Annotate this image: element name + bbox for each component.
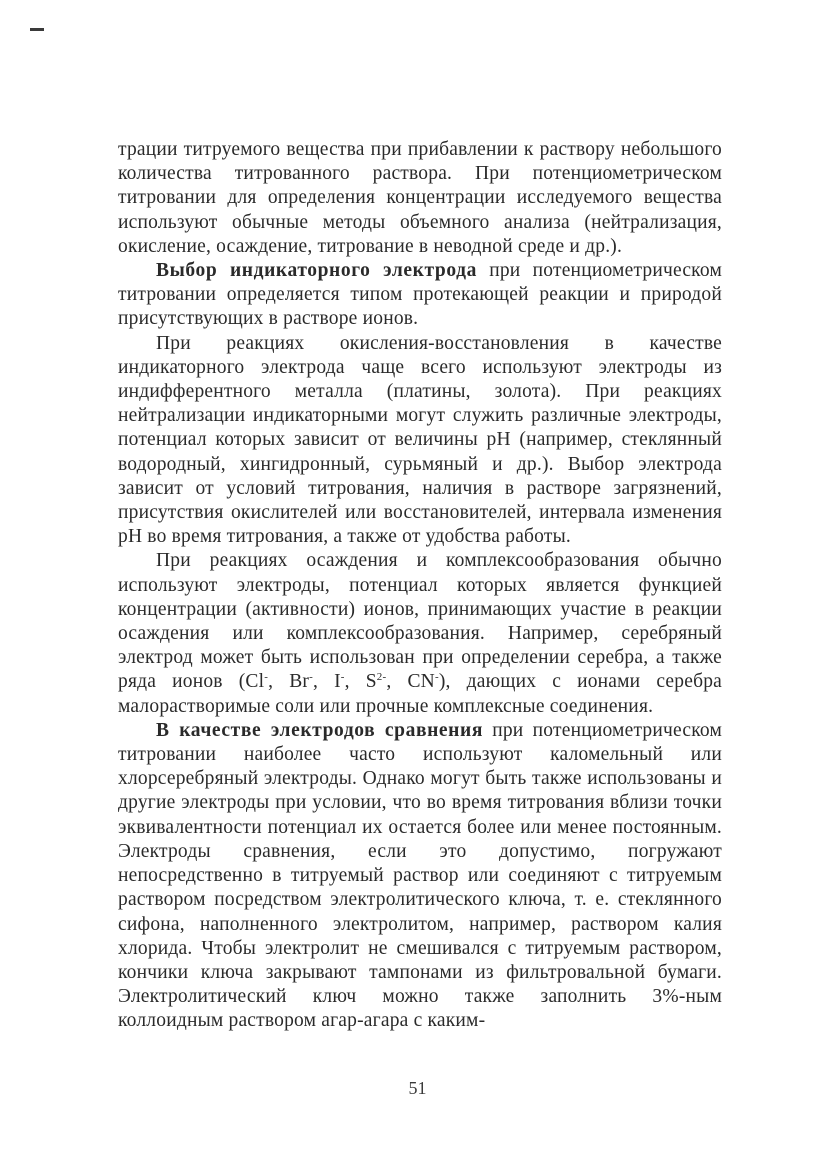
ion-charge-cl: - xyxy=(264,671,269,684)
paragraph-1: трации титруемого вещества при прибавлении к раствору небольшого количества титрованного раствора. При потенциометрическом титровании для определения концентрации исследуемого вещества используют обычные методы объемного анализа (нейтрализация, окисление, осаждение, титрование в неводной среде и др.). xyxy=(118,139,722,257)
ion-charge-s: 2- xyxy=(376,671,387,684)
paragraph-4-text-e: , CN xyxy=(386,671,435,693)
paragraph-2-text: при потенциометрическом титровании определяется типом протекающей реакции и природой присутствующих в растворе ионов. xyxy=(118,260,722,330)
page-number: 51 xyxy=(408,1078,427,1098)
paragraph-5-heading: В качестве электродов сравнения xyxy=(156,719,483,741)
ion-charge-i: - xyxy=(340,671,345,684)
ion-charge-br: - xyxy=(309,671,313,684)
paragraph-5-text: при потенциометрическом титровании наиболее часто используют каломельный или хлорсеребряный электроды. Однако могут быть также использованы и другие электроды при условии, что во время титрования вблизи точки эквивалентности потенциал их остается более или менее постоянным. Электроды сравнения, если это допустимо, погружают непосредственно в титруемый раствор или соединяют с титруемым раствором посредством электролитического ключа, т. е. стеклянного сифона, наполненного электролитом, например, раствором калия хлорида. Чтобы электролит не смешивался с титруемым раствором, кончики ключа закрывают тампонами из фильтровальной бумаги. Электролитический ключ можно также заполнить 3%-ным коллоидным раствором агар-агара с каким- xyxy=(118,719,722,1032)
paragraph-4-text-d: , S xyxy=(344,671,377,693)
paragraph-4-text-f: ), дающих с ионами серебра малорастворимые соли или прочные комплексные соединения. xyxy=(118,671,723,717)
paragraph-4-text-a: При реакциях осаждения и комплексообразования обычно используют электроды, потенциал которых является функцией концентрации (активности) ионов, принимающих участие в реакции осаждения или комплексообразования. Например, серебряный электрод может быть использован при определении серебра, а также ряда ионов (Cl xyxy=(118,550,722,693)
ion-charge-cn: - xyxy=(434,671,439,684)
paragraph-2-heading: Выбор индикаторного электрода xyxy=(156,260,477,282)
scan-mark xyxy=(30,28,44,31)
paragraph-4-text-b: , Br xyxy=(268,671,310,693)
page-body xyxy=(118,138,722,1034)
paragraph-2 xyxy=(118,259,722,332)
paragraph-3: При реакциях окисления-восстановления в качестве индикаторного электрода чаще всего используют электроды из индифферентного металла (платины, золота). При реакциях нейтрализации индикаторными могут служить различные электроды, потенциал которых зависит от величины pH (например, стеклянный водородный, хингидронный, сурьмяный и др.). Выбор электрода зависит от условий титрования, наличия в растворе загрязнений, присутствия окислителей или восстановителей, интервала изменения pH во время титрования, а также от удобства работы. xyxy=(118,332,722,548)
paragraph-5 xyxy=(118,719,722,1034)
paragraph-4-text-c: , I xyxy=(312,671,341,693)
paragraph-4 xyxy=(118,549,722,718)
